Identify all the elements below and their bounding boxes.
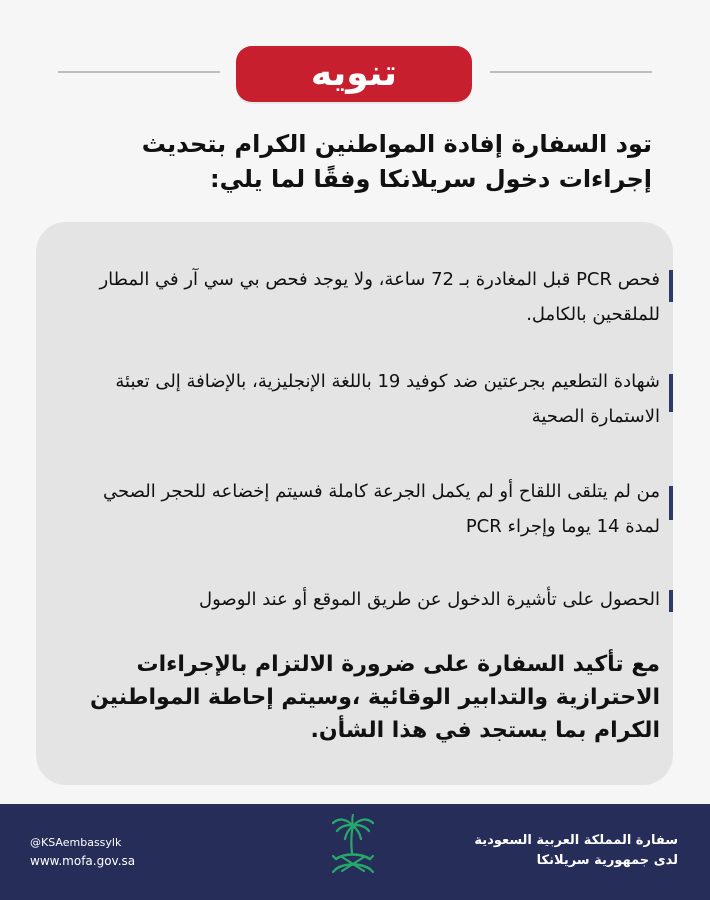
notice-item-2 [36, 364, 673, 444]
notice-item-3-text: من لم يتلقى اللقاح أو لم يكمل الجرعة كاملة فسيتم إخضاعه للحجر الصحي لمدة 14 يوما وإجراء PCR [103, 481, 660, 538]
header-line-left [58, 71, 220, 73]
title-badge [236, 46, 472, 102]
intro-text: تود السفارة إفادة المواطنين الكرام بتحديث إجراءات دخول سريلانكا وفقًا لما يلي: [141, 130, 652, 193]
notice-item-4-bar [669, 590, 673, 612]
notice-item-1-text: فحص PCR قبل المغادرة بـ 72 ساعة، ولا يوجد فحص بي سي آر في المطار للملقحين بالكامل. [99, 269, 660, 326]
notice-item-2-text: شهادة التطعيم بجرعتين ضد كوفيد 19 باللغة الإنجليزية، بالإضافة إلى تعبئة الاستمارة الصحية [115, 371, 660, 428]
notice-item-1 [36, 262, 673, 342]
social-handle: @KSAembassylk [30, 836, 122, 849]
palm-and-swords-icon [318, 811, 388, 881]
notice-item-1-bar [669, 270, 673, 302]
organization-name-line-2: لدى جمهورية سريلانكا [536, 853, 678, 869]
website-link: www.mofa.gov.sa [30, 853, 136, 868]
content-card [36, 222, 673, 785]
notice-item-2-bar [669, 374, 673, 412]
notice-item-3 [36, 474, 673, 554]
closing-text: مع تأكيد السفارة على ضرورة الالتزام بالإجراءات الاحترازية والتدابير الوقائية ،وسيتم إحاطة المواطنين الكرام بما يستجد في هذا الشأن. [90, 652, 660, 743]
notice-item-4 [36, 582, 673, 622]
notice-item-4-text: الحصول على تأشيرة الدخول عن طريق الموقع أو عند الوصول [199, 589, 660, 610]
page-title: تنويه [310, 53, 398, 94]
notice-item-3-bar [669, 486, 673, 520]
organization-name-line-1: سفارة المملكة العربية السعودية [474, 833, 678, 848]
footer-left [30, 834, 135, 871]
footer-right [474, 831, 678, 871]
header-line-right [490, 71, 652, 73]
